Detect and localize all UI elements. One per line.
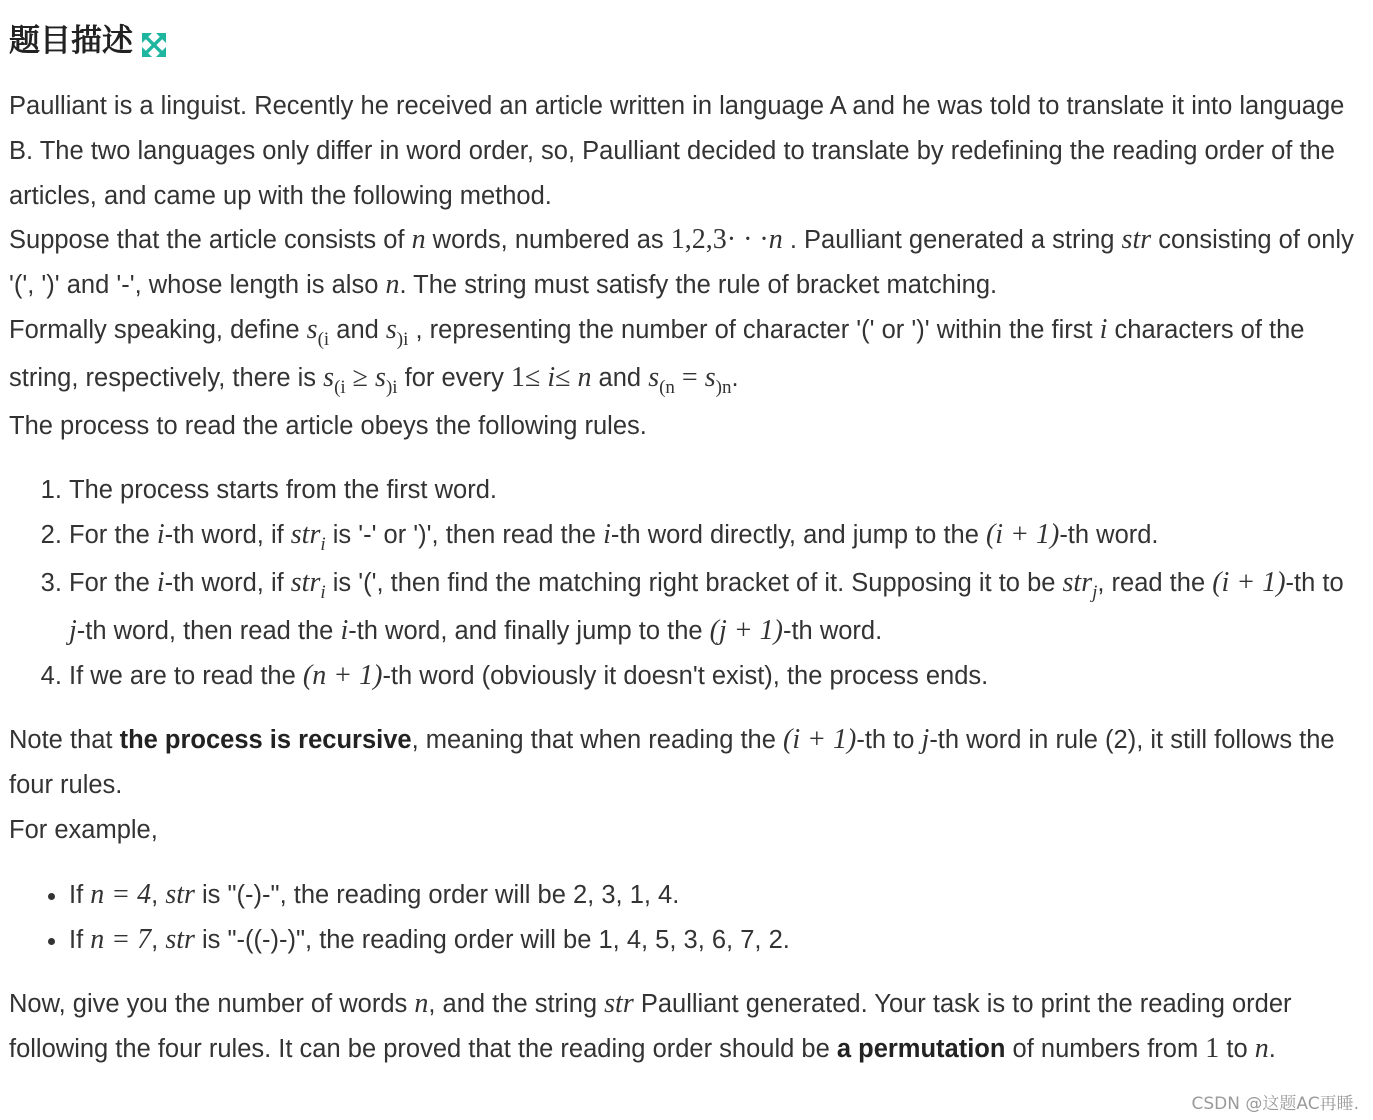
text: For the — [69, 568, 157, 597]
text: consisting of only '(', ')' and '-', whose length is also — [9, 226, 1354, 300]
text: characters of the string, respectively, there is — [9, 315, 1305, 392]
rules-list — [9, 468, 1365, 698]
bold-text: the process is recursive — [119, 726, 412, 755]
text: , representing the number of character '(' or ')' within the first — [408, 315, 1100, 344]
text: . — [731, 363, 739, 392]
text: -th to — [1285, 568, 1344, 597]
rule-item — [69, 561, 1365, 654]
text: , and the string — [428, 990, 605, 1019]
text: If we are to read the — [69, 661, 303, 690]
math-eq: = — [674, 361, 705, 393]
math-n: n — [577, 361, 592, 393]
text: If — [69, 925, 91, 954]
math-n: n — [385, 269, 400, 301]
section-title-text: 题目描述 — [9, 23, 133, 58]
text: -th word, then read the — [76, 616, 341, 645]
math-s: s — [648, 361, 660, 393]
math-s: s — [323, 361, 335, 393]
text: -th word. — [1059, 521, 1159, 550]
math-expr: (n + 1) — [302, 659, 383, 691]
text: -th word in rule (2), it still follows the four rules. — [9, 726, 1335, 800]
math-one: 1≤ — [510, 361, 548, 393]
math-sub: (i — [334, 376, 346, 398]
math-n: n — [768, 224, 783, 256]
math-seq: 1,2,3· · · — [670, 224, 769, 256]
text: and — [591, 363, 649, 392]
math-str: str — [1062, 566, 1093, 598]
math-eq: n = 4 — [90, 878, 152, 910]
math-n: n — [414, 988, 429, 1020]
text: to — [1219, 1035, 1255, 1064]
text: -th word. — [782, 616, 883, 645]
text: is '(', then find the matching right bracket of it. Supposing it to be — [325, 568, 1063, 597]
example-item — [69, 873, 1365, 918]
math-sub: )i — [385, 376, 398, 398]
suppose-paragraph — [9, 218, 1365, 308]
text: -th word (obviously it doesn't exist), the process ends. — [382, 661, 989, 690]
text: Formally speaking, define — [9, 315, 307, 344]
text: is '-' or ')', then read the — [325, 521, 604, 550]
rule-item — [69, 513, 1365, 561]
text: and — [329, 315, 386, 344]
text: -th word directly, and jump to the — [610, 521, 986, 550]
math-sub: i — [320, 581, 326, 603]
text: -th word, and finally jump to the — [348, 616, 710, 645]
text: is "(-)-", the reading order will be 2, 3, 1, 4. — [194, 880, 680, 909]
math-s: s — [306, 313, 318, 345]
math-expr: (i + 1) — [783, 724, 857, 756]
example-intro: For example, — [9, 815, 158, 844]
math-s: s — [704, 361, 716, 393]
math-expr: (i + 1) — [985, 519, 1060, 551]
math-str: str — [290, 566, 321, 598]
text: , read the — [1097, 568, 1213, 597]
text: . — [1268, 1035, 1276, 1064]
text: -th to — [856, 726, 922, 755]
text: For the — [69, 521, 157, 550]
math-sub: j — [1092, 581, 1098, 603]
math-i: i — [547, 361, 556, 393]
math-j: j — [921, 724, 930, 756]
text: for every — [397, 363, 511, 392]
rule-item — [69, 654, 1365, 699]
text: -th word, if — [164, 568, 291, 597]
math-n: n — [411, 224, 426, 256]
math-j: j — [69, 614, 77, 646]
math-eq: n = 7 — [90, 923, 152, 955]
text: . Paulliant generated a string — [782, 226, 1122, 255]
math-str: str — [290, 519, 321, 551]
examples-list — [9, 873, 1365, 963]
math-leq: ≤ — [555, 361, 578, 393]
intro-paragraph: Paulliant is a linguist. Recently he received an article written in language A and he was told to translate it into language B. The two languages only differ in word order, so, Paulliant decided to translate by redefining the reading order of the articles, and came up with the following method. — [9, 92, 1345, 210]
math-sub: )n — [715, 376, 732, 398]
note-paragraph — [9, 718, 1365, 808]
rule-item: 1. The process starts from the first word. — [69, 468, 1365, 513]
text: words, numbered as — [425, 226, 671, 255]
math-expr: (i + 1) — [1212, 566, 1286, 598]
text: Suppose that the article consists of — [9, 226, 412, 255]
math-sub: (i — [317, 328, 330, 350]
math-i: i — [340, 614, 349, 646]
math-str: str — [165, 923, 195, 955]
math-s: s — [375, 361, 386, 393]
math-n: n — [1254, 1033, 1269, 1065]
task-paragraph — [9, 982, 1365, 1072]
csdn-watermark: CSDN @这题AC再睡. — [1191, 1094, 1359, 1114]
text: , — [151, 925, 166, 954]
math-sub: i — [320, 534, 326, 556]
text: Now, give you the number of words — [9, 990, 415, 1019]
text: If — [69, 880, 91, 909]
math-i: i — [156, 566, 165, 598]
math-geq: ≥ — [345, 361, 376, 393]
text: , meaning that when reading the — [411, 726, 783, 755]
math-str: str — [1121, 224, 1152, 256]
text: -th word, if — [164, 521, 291, 550]
text: , — [151, 880, 166, 909]
math-sub: )i — [396, 328, 409, 350]
example-item — [69, 918, 1365, 963]
math-i: i — [156, 519, 165, 551]
math-s: s — [385, 313, 397, 345]
text: Paulliant generated. Your task is to print the reading order following the four rules. It can be proved that the reading order should be — [9, 990, 1292, 1064]
math-str: str — [165, 878, 195, 910]
bold-text: a permutation — [836, 1035, 1006, 1064]
math-i: i — [603, 519, 611, 551]
math-str: str — [604, 988, 634, 1020]
formal-paragraph — [9, 308, 1365, 404]
text: is "-((-)-)", the reading order will be 1, 4, 5, 3, 6, 7, 2. — [194, 925, 790, 954]
section-title — [9, 21, 167, 61]
rules-intro: The process to read the article obeys the following rules. — [9, 411, 647, 440]
text: . The string must satisfy the rule of bracket matching. — [399, 271, 998, 300]
math-i: i — [1099, 313, 1108, 345]
text: Note that — [9, 726, 120, 755]
expand-arrows-icon[interactable] — [141, 28, 167, 54]
math-expr: (j + 1) — [709, 614, 783, 646]
text: of numbers from — [1005, 1035, 1206, 1064]
problem-description — [9, 84, 1365, 1072]
math-one: 1 — [1205, 1033, 1220, 1065]
math-sub: (n — [659, 376, 675, 398]
